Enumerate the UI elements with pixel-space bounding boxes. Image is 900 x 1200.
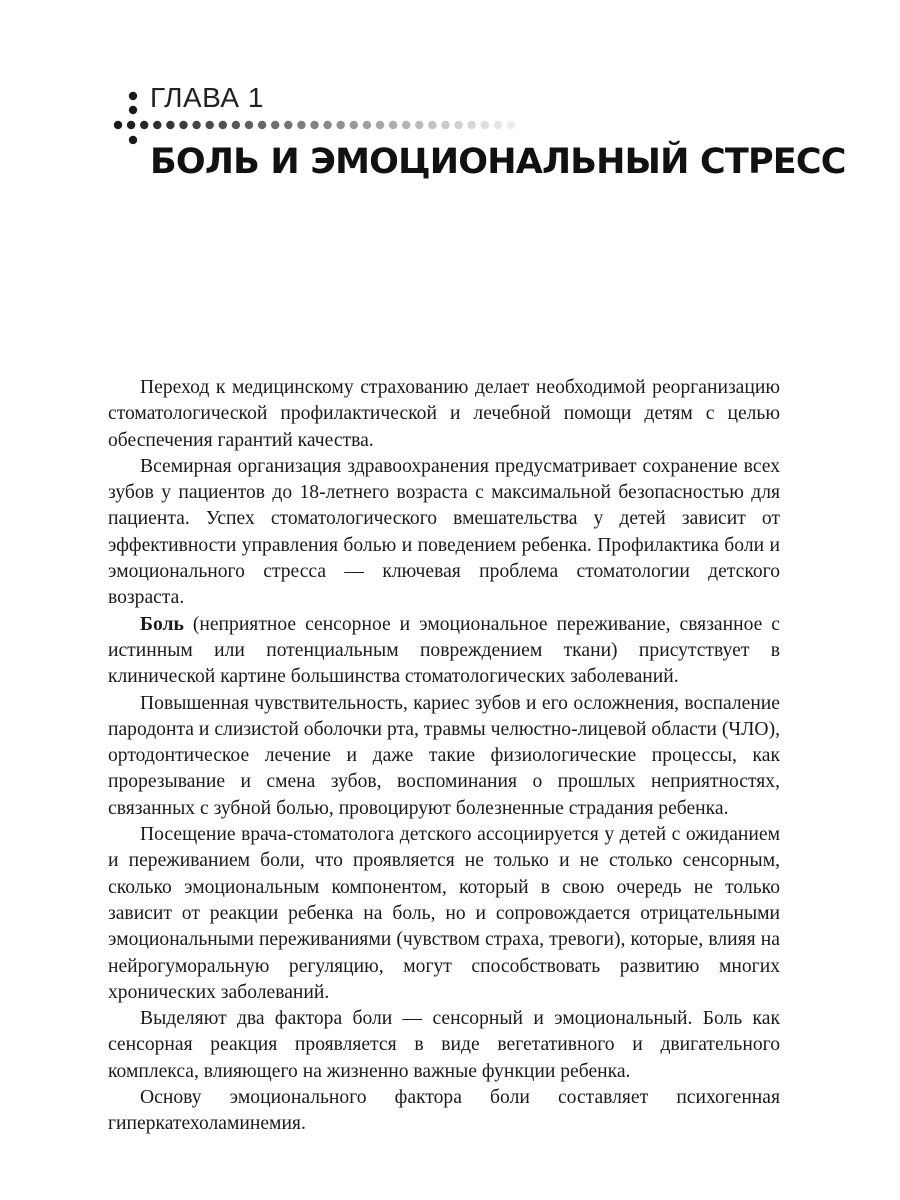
dot-horizontal — [507, 121, 515, 129]
dot-horizontal — [206, 121, 214, 129]
paragraph-1 — [108, 375, 780, 454]
dot-horizontal — [494, 121, 502, 129]
paragraph-7-text: Основу эмоционального фактора боли составляет психогенная гиперкатехоламинемия. — [108, 1087, 780, 1135]
paragraph-1-text: Переход к медицинскому страхованию делает необходимой реорганизацию стоматологической профилактической и лечебной помощи детям с целью обеспечения гарантий качества. — [108, 377, 780, 451]
paragraph-7 — [108, 1085, 780, 1138]
paragraph-2-text: Всемирная организация здравоохранения предусматривает сохранение всех зубов у пациентов до 18-летнего возраста с максимальной безопасностью для пациента. Успех стоматологического вмешательства у детей зависит от эффективности управления болью и поведением ребенка. Профилактика боли и эмоционального стресса — ключевая проблема стоматологии детского возраста. — [108, 455, 780, 609]
dot-horizontal — [468, 121, 476, 129]
dot-horizontal — [376, 121, 384, 129]
dot-horizontal — [363, 121, 371, 129]
dot-horizontal — [441, 121, 449, 129]
dot-horizontal — [219, 121, 227, 129]
paragraph-6-text: Выделяют два фактора боли — сенсорный и эмоциональный. Боль как сенсорная реакция проявляется в виде вегетативного и двигательного комплекса, влияющего на жизненно важные функции ребенка. — [108, 1008, 780, 1082]
dot-horizontal — [402, 121, 410, 129]
chapter-label: ГЛАВА 1 — [150, 82, 264, 113]
chapter-title: БОЛЬ И ЭМОЦИОНАЛЬНЫЙ СТРЕСС — [150, 142, 846, 182]
dot-horizontal — [415, 121, 423, 129]
dot-horizontal — [271, 121, 279, 129]
dot-horizontal — [245, 121, 253, 129]
dot-horizontal — [284, 121, 292, 129]
dot-vertical — [129, 106, 137, 114]
paragraph-3-bold: Боль — [140, 613, 184, 635]
dot-horizontal — [389, 121, 397, 129]
dot-horizontal — [232, 121, 240, 129]
dot-horizontal — [428, 121, 436, 129]
body-text — [108, 375, 780, 1138]
dot-horizontal — [192, 121, 200, 129]
dot-horizontal — [140, 121, 148, 129]
paragraph-5 — [108, 822, 780, 1006]
dot-horizontal — [153, 121, 161, 129]
dot-vertical — [129, 136, 137, 144]
dot-horizontal — [179, 121, 187, 129]
dot-vertical — [129, 92, 137, 100]
paragraph-2 — [108, 454, 780, 612]
dot-horizontal — [481, 121, 489, 129]
paragraph-4-text: Повышенная чувствительность, кариес зубов и его осложнения, воспаление пародонта и слизистой оболочки рта, травмы челюстно-лицевой области (ЧЛО), ортодонтическое лечение и даже такие физиологические процессы, как прорезывание и смена зубов, воспоминания о прошлых неприятностях, связанных с зубной болью, провоцируют болезненные страдания ребенка. — [108, 692, 780, 819]
dot-horizontal — [350, 121, 358, 129]
dot-horizontal — [114, 121, 122, 129]
dot-horizontal — [166, 121, 174, 129]
dot-horizontal — [310, 121, 318, 129]
dot-horizontal — [323, 121, 331, 129]
paragraph-5-text: Посещение врача-стоматолога детского ассоциируется у детей с ожиданием и переживанием боли, что проявляется не только и не столько сенсорным, сколько эмоциональным компонентом, который в свою очередь не только зависит от реакции ребенка на боль, но и сопровождается отрицательными эмоциональными переживаниями (чувством страха, тревоги), которые, влияя на нейрогуморальную регуляцию, могут способствовать развитию многих хронических заболеваний. — [108, 824, 780, 1003]
paragraph-6 — [108, 1006, 780, 1085]
dot-horizontal — [127, 121, 135, 129]
dot-horizontal — [337, 121, 345, 129]
dot-horizontal — [297, 121, 305, 129]
dot-horizontal — [258, 121, 266, 129]
paragraph-3 — [108, 612, 780, 691]
paragraph-4 — [108, 691, 780, 822]
paragraph-3-text: (неприятное сенсорное и эмоциональное переживание, связанное с истинным или потенциальным повреждением ткани) присутствует в клинической картине большинства стоматологических заболеваний. — [108, 613, 780, 688]
dot-horizontal — [454, 121, 462, 129]
